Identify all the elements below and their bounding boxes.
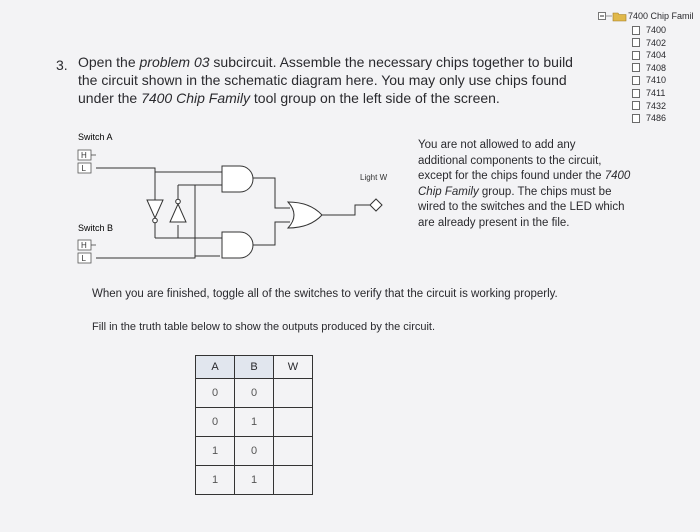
tree-item-label: 7410 [646,75,667,86]
chip-icon [632,38,640,47]
cell-a: 1 [196,466,235,495]
fill-instruction: Fill in the truth table below to show the outputs produced by the circuit. [92,321,436,333]
truth-table-header [196,356,313,379]
toggle-instruction: When you are finished, toggle all of the switches to verify that the circuit is working properly. [92,288,558,300]
step-line3-pre: under the [78,90,142,106]
not-gate-a [147,200,163,223]
cell-a: 0 [196,379,235,408]
step-line1-em: problem 03 [139,54,210,70]
step-line2: the circuit shown in the schematic diagram here. You may only use chips found [78,72,567,88]
tree-item-label: 7486 [646,113,667,124]
step-line3-em: 7400 Chip Family [141,90,250,106]
chip-icon [632,51,640,60]
tree-item-chip[interactable] [632,62,666,74]
tree-item-label: 7404 [646,50,667,61]
note-line5: wired to the switches and the LED which [418,201,625,214]
tree-item-label: 7411 [646,88,666,98]
or-gate [288,202,322,228]
tree-item-label: 7402 [646,37,667,48]
chip-icon [632,26,640,35]
tree-item-chip[interactable] [632,37,666,49]
switch-b-high: H [81,241,87,250]
chip-icon [632,76,640,85]
chip-icon [632,101,640,110]
step-line3-post: tool group on the left side of the screen. [250,90,500,106]
and-gate-top [222,166,253,192]
switch-a[interactable] [78,150,96,173]
tree-group-row[interactable] [598,10,694,22]
header-a: A [196,356,235,379]
cell-a: 1 [196,437,235,466]
cell-b: 1 [235,408,274,437]
cell-w[interactable] [274,379,313,408]
step-number: 3. [56,57,68,73]
cell-a: 0 [196,408,235,437]
tree-item-chip[interactable] [632,100,666,112]
tree-item-label: 7432 [646,100,667,111]
tree-item-chip[interactable] [632,74,666,86]
chip-icon [632,89,640,98]
step-instructions [78,53,588,107]
chip-icon [632,114,640,123]
truth-table [195,355,313,495]
note-line4-em: Chip Family [418,185,479,198]
cell-b: 0 [235,437,274,466]
tree-item-chip[interactable] [632,87,665,99]
switch-a-label: Switch A [78,132,113,142]
table-row [196,379,313,408]
light-label: Light W [360,173,388,182]
step-line1-pre: Open the [78,54,140,70]
note-line4-post: group. The chips must be [478,185,612,198]
cell-b: 0 [235,379,274,408]
switch-a-high: H [81,151,87,160]
header-w: W [274,356,313,379]
table-row [196,408,313,437]
switch-a-low: L [81,164,86,173]
step-line1-post: subcircuit. Assemble the necessary chips together to build [209,54,573,70]
cell-w[interactable] [274,408,313,437]
switch-b[interactable] [78,240,96,263]
expand-folder-icon[interactable] [598,10,628,22]
table-row [196,437,313,466]
switch-b-label: Switch B [78,223,114,233]
note-line3-em: 7400 [604,170,631,183]
cell-b: 1 [235,466,274,495]
circuit-schematic [70,130,410,280]
note-line1: You are not allowed to add any [418,139,576,151]
switch-b-low: L [81,254,86,263]
restriction-note [418,138,688,232]
tree-item-chip[interactable] [632,49,666,61]
header-b: B [235,356,274,379]
note-line2: additional components to the circuit, [418,154,602,167]
tree-item-chip[interactable] [632,112,666,124]
table-row [196,466,313,495]
chip-icon [632,63,640,72]
note-line3-pre: except for the chips found under the [418,170,605,183]
and-gate-bottom [222,232,253,258]
note-line6: are already present in the file. [418,216,570,229]
tree-group-label: 7400 Chip Famil [628,11,694,21]
tree-item-chip[interactable] [632,24,666,36]
not-gate-b [170,199,186,222]
tree-item-label: 7400 [646,25,667,35]
tree-item-label: 7408 [646,62,667,73]
cell-w[interactable] [274,437,313,466]
cell-w[interactable] [274,466,313,495]
light-led [370,199,382,211]
